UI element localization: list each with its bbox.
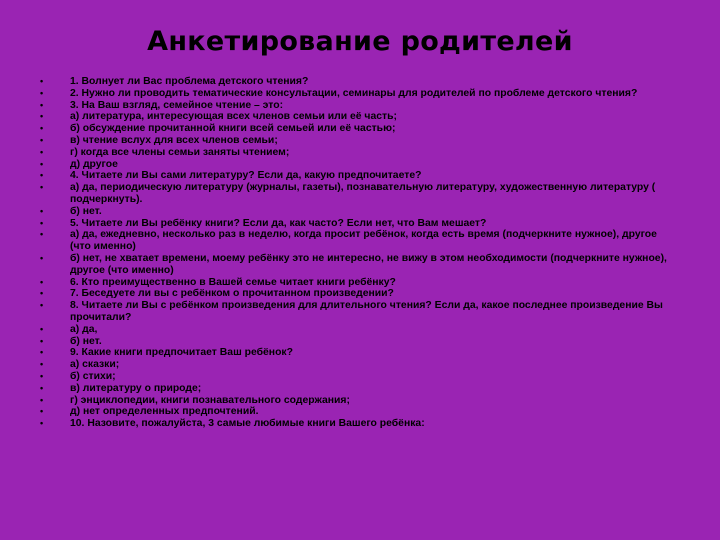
questionnaire-list bbox=[40, 76, 680, 430]
list-item: • 4. Читаете ли Вы сами литературу? Если да, какую предпочитаете? bbox=[40, 170, 680, 182]
list-item: • а) да, ежедневно, несколько раз в неделю, когда просит ребёнок, когда есть время (подчеркните нужное), другое (что именно) bbox=[40, 229, 680, 253]
list-item: • б) обсуждение прочитанной книги всей семьей или её частью; bbox=[40, 123, 680, 135]
list-item: • 10. Назовите, пожалуйста, 3 самые любимые книги Вашего ребёнка: bbox=[40, 418, 680, 430]
list-item: • 2. Нужно ли проводить тематические консультации, семинары для родителей по проблеме детского чтения? bbox=[40, 88, 680, 100]
list-item: • а) да, периодическую литературу (журналы, газеты), познавательную литературу, художественную литературу ( подчеркнуть). bbox=[40, 182, 680, 206]
list-item: • 5. Читаете ли Вы ребёнку книги? Если да, как часто? Если нет, что Вам мешает? bbox=[40, 218, 680, 230]
list-item: • в) чтение вслух для всех членов семьи; bbox=[40, 135, 680, 147]
list-item: • б) нет. bbox=[40, 206, 680, 218]
list-item: • д) нет определенных предпочтений. bbox=[40, 406, 680, 418]
list-item: • 3. На Ваш взгляд, семейное чтение – это: bbox=[40, 100, 680, 112]
list-item: • б) нет, не хватает времени, моему ребёнку это не интересно, не вижу в этом необходимости (подчеркните нужное), другое (что именно) bbox=[40, 253, 680, 277]
list-item: • 1. Волнует ли Вас проблема детского чтения? bbox=[40, 76, 680, 88]
list-item: • б) стихи; bbox=[40, 371, 680, 383]
list-item: • д) другое bbox=[40, 159, 680, 171]
list-item: • а) литература, интересующая всех членов семьи или её часть; bbox=[40, 111, 680, 123]
list-item: • 6. Кто преимущественно в Вашей семье читает книги ребёнку? bbox=[40, 277, 680, 289]
list-item: • в) литературу о природе; bbox=[40, 383, 680, 395]
list-item: • б) нет. bbox=[40, 336, 680, 348]
list-item: • 9. Какие книги предпочитает Ваш ребёнок? bbox=[40, 347, 680, 359]
list-item: • 8. Читаете ли Вы с ребёнком произведения для длительного чтения? Если да, какое последнее произведение Вы прочитали? bbox=[40, 300, 680, 324]
list-item: • а) сказки; bbox=[40, 359, 680, 371]
list-item: • г) когда все члены семьи заняты чтением; bbox=[40, 147, 680, 159]
list-item: • 7. Беседуете ли вы с ребёнком о прочитанном произведении? bbox=[40, 288, 680, 300]
slide-title: Анкетирование родителей bbox=[147, 26, 573, 57]
list-item: • г) энциклопедии, книги познавательного содержания; bbox=[40, 395, 680, 407]
list-item: • а) да, bbox=[40, 324, 680, 336]
